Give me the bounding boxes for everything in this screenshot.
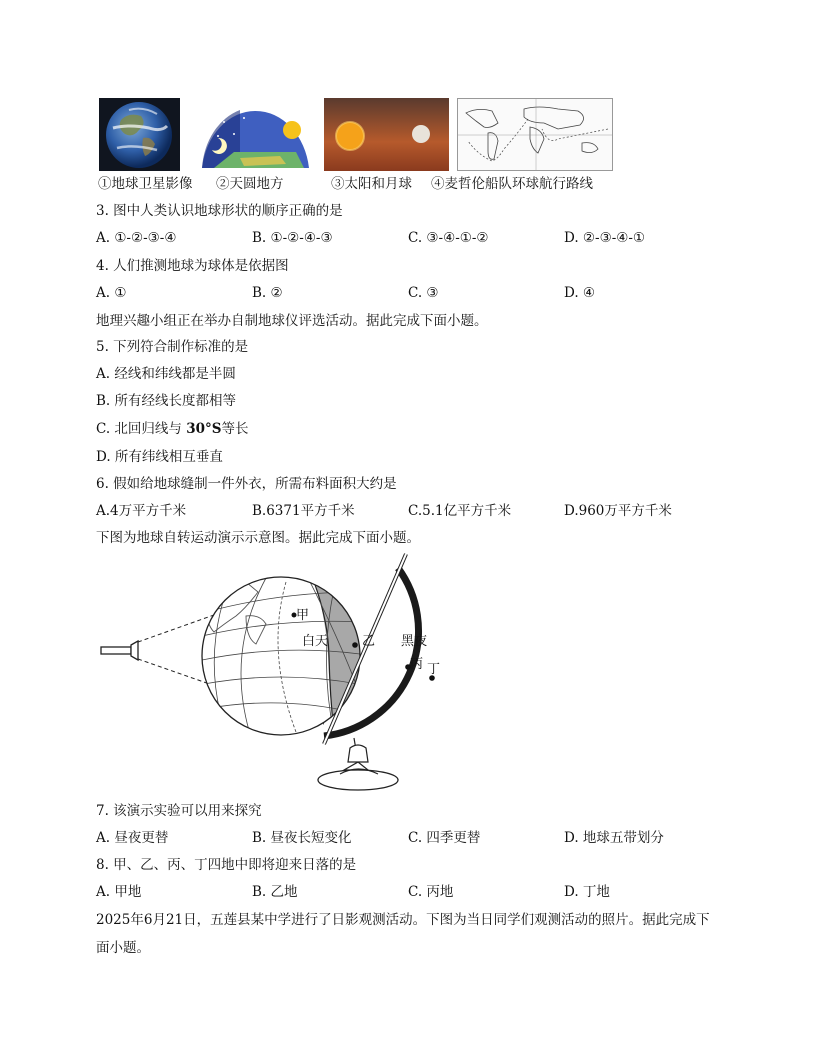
q4-option-a[interactable]: A. ①: [96, 285, 127, 301]
point-yi: [352, 642, 358, 648]
intro-shadow-observation-line2: 面小题。: [96, 940, 150, 956]
q7-option-a[interactable]: A. 昼夜更替: [96, 830, 169, 846]
flashlight-head: [131, 641, 138, 660]
label-jia: 甲: [296, 608, 310, 623]
caption-satellite: ①地球卫星影像: [98, 176, 193, 192]
q5-option-a[interactable]: A. 经线和纬线都是半圆: [96, 366, 236, 382]
q4-option-d[interactable]: D. ④: [564, 285, 596, 301]
q4-option-c[interactable]: C. ③: [408, 285, 439, 301]
heaven-round-earth-square-image: [200, 98, 311, 171]
q7-stem: 7. 该演示实验可以用来探究: [96, 803, 262, 819]
q6-option-d[interactable]: D.960万平方千米: [564, 503, 672, 519]
magellan-route-map-image: [457, 98, 613, 171]
intro-rotation-demo: 下图为地球自转运动演示示意图。据此完成下面小题。: [96, 530, 420, 546]
q5-stem: 5. 下列符合制作标准的是: [96, 339, 249, 355]
satellite-earth-image: [99, 98, 180, 171]
q8-option-d[interactable]: D. 丁地: [564, 884, 610, 900]
q8-option-b[interactable]: B. 乙地: [252, 884, 298, 900]
label-ding: 丁: [427, 662, 441, 677]
q4-option-b[interactable]: B. ②: [252, 285, 283, 301]
q5-option-b[interactable]: B. 所有经线长度都相等: [96, 393, 237, 409]
globe-rotation-diagram: [96, 552, 466, 796]
q3-stem: 3. 图中人类认识地球形状的顺序正确的是: [96, 203, 343, 219]
q3-option-c[interactable]: C. ③-④-①-②: [408, 230, 489, 246]
flashlight-body: [101, 647, 131, 654]
q4-stem: 4. 人们推测地球为球体是依据图: [96, 258, 289, 274]
label-day: 白天: [302, 634, 329, 649]
q5-option-d[interactable]: D. 所有纬线相互垂直: [96, 449, 223, 465]
q5-option-c-latitude: 30°S: [186, 421, 222, 437]
q8-stem: 8. 甲、乙、丙、丁四地中即将迎来日落的是: [96, 857, 357, 873]
q3-option-d[interactable]: D. ②-③-④-①: [564, 230, 646, 246]
q6-option-b[interactable]: B.6371平方千米: [252, 503, 355, 519]
label-bing: 丙: [410, 657, 424, 672]
q7-option-b[interactable]: B. 昼夜长短变化: [252, 830, 352, 846]
label-yi: 乙: [362, 634, 376, 649]
caption-heaven-earth: ②天圆地方: [216, 176, 284, 192]
q7-option-c[interactable]: C. 四季更替: [408, 830, 481, 846]
q6-option-a[interactable]: A.4万平方千米: [96, 503, 187, 519]
intro-globe-contest: 地理兴趣小组正在举办自制地球仪评选活动。据此完成下面小题。: [96, 313, 488, 329]
q3-option-a[interactable]: A. ①-②-③-④: [96, 230, 177, 246]
q6-option-c[interactable]: C.5.1亿平方千米: [408, 503, 512, 519]
caption-magellan: ④麦哲伦船队环球航行路线: [431, 176, 593, 192]
q5-option-c-tail: 等长: [221, 421, 249, 437]
q3-option-b[interactable]: B. ①-②-④-③: [252, 230, 333, 246]
intro-shadow-observation-line1: 2025年6月21日，五莲县某中学进行了日影观测活动。下图为当日同学们观测活动的照片。据此完成下: [96, 912, 710, 928]
q7-option-d[interactable]: D. 地球五带划分: [564, 830, 664, 846]
caption-sun-moon: ③太阳和月球: [331, 176, 412, 192]
q8-option-a[interactable]: A. 甲地: [96, 884, 142, 900]
q5-option-c-text: C. 北回归线与: [96, 421, 182, 437]
label-night: 黑夜: [401, 634, 428, 649]
q5-option-c[interactable]: [96, 420, 249, 438]
q8-option-c[interactable]: C. 丙地: [408, 884, 454, 900]
q6-stem: 6. 假如给地球缝制一件外衣，所需布料面积大约是: [96, 476, 397, 492]
sun-and-moon-image: [324, 98, 449, 171]
